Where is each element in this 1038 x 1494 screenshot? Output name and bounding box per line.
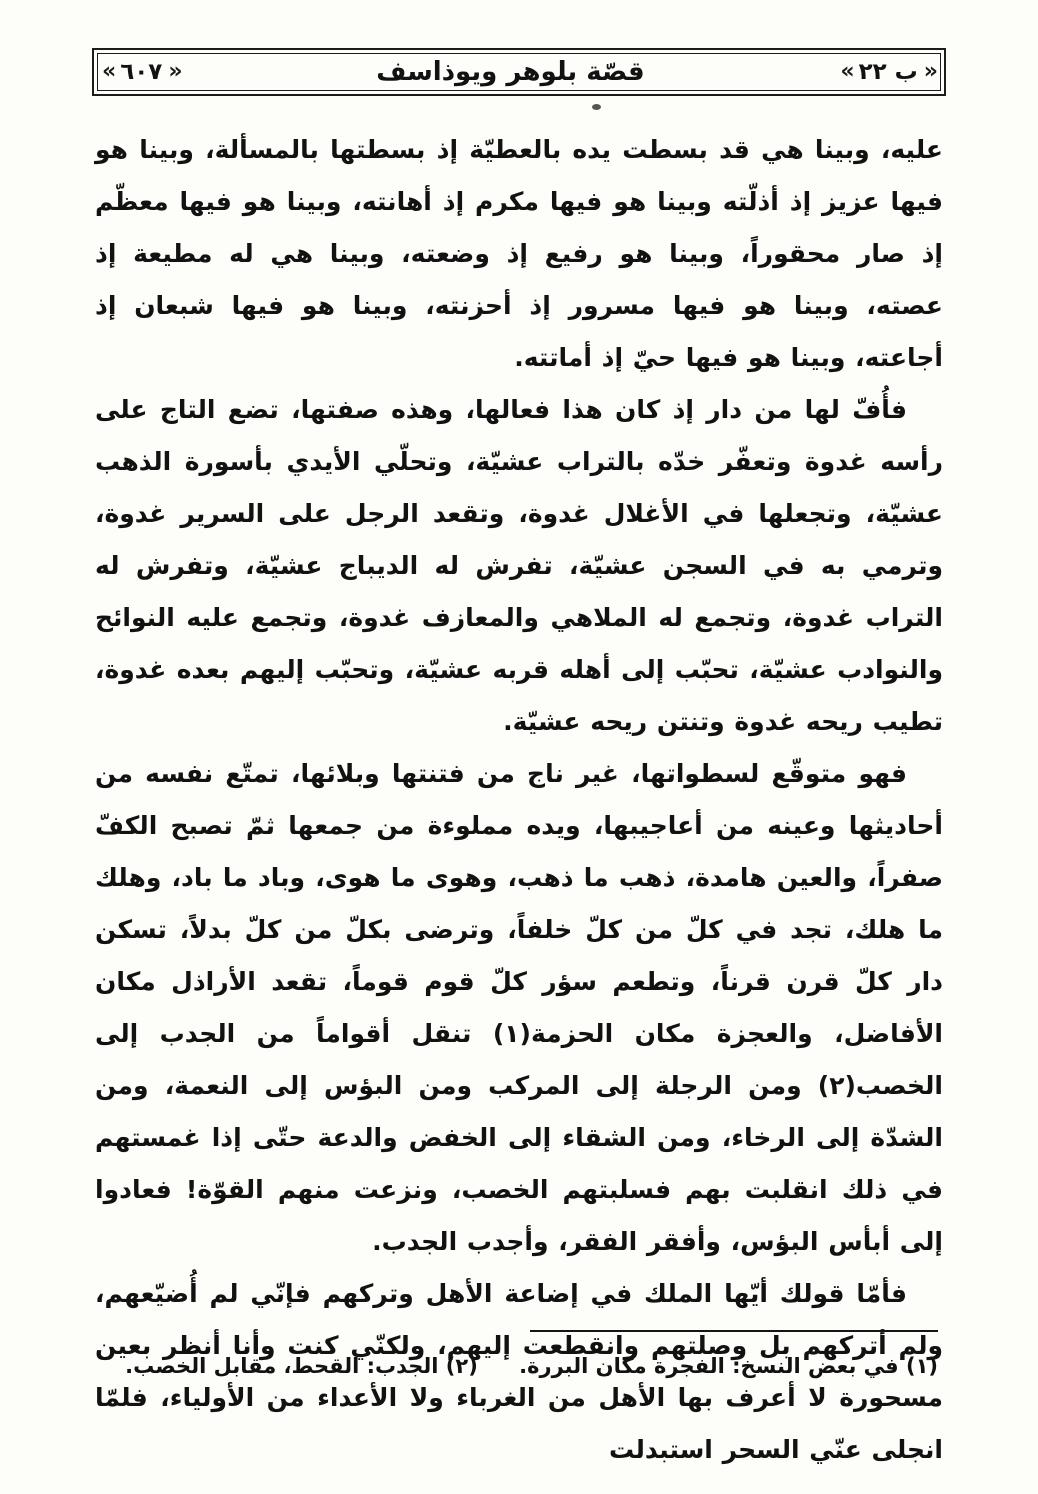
paragraph: فأُفّ لها من دار إذ كان هذا فعالها، وهذه صفتها، تضع التاج على رأسه غدوة وتعفّر خدّه بالتراب عشيّة، وتحلّي الأيدي بأسورة الذهب عشيّة، وتجعلها في الأغلال غدوة، وتقعد الرجل على السرير غدوة، وترمي به في السجن عشيّة، تفرش له الديباج عشيّة، وتفرش له التراب غدوة، وتجمع له الملاهي والمعازف غدوة، وتجمع عليه النوائح والنوادب عشيّة، تحبّب إلى أهله قربه عشيّة، وتحبّب إليهم بعده غدوة، تطيب ريحه غدوة وتنتن ريحه عشيّة.: [95, 395, 943, 736]
section-cell: [840, 59, 936, 85]
paragraph: فهو متوقّع لسطواتها، غير ناج من فتنتها وبلائها، تمتّع نفسه من أحاديثها وعينه من أعاجيبها، ويده مملوءة من جمعها ثمّ تصبح الكفّ صفراً، والعين هامدة، ذهب ما ذهب، وهوى ما هوى، وباد ما باد، وهلك ما هلك، تجد في كلّ من كلّ خلفاً، وترضى بكلّ من كلّ بدلاً، تسكن دار كلّ قرن قرناً، وتطعم سؤر كلّ قوم قوماً، تقعد الأراذل مكان الأفاضل، والعجزة مكان الحزمة(١) تنقل أقواماً من الجدب إلى الخصب(٢) ومن الرجلة إلى المركب ومن البؤس إلى النعمة، ومن الشدّة إلى الرخاء، ومن الشقاء إلى الخفض والدعة حتّى إذا غمستهم في ذلك انقلبت بهم فسلبتهم الخصب، ونزعت منهم القوّة! فعادوا إلى أبأس البؤس، وأفقر الفقر، وأجدب الجدب.: [95, 759, 944, 1256]
paragraph: فأمّا قولك أيّها الملك في إضاعة الأهل وتركهم فإنّي لم أُضيّعهم، ولم أتركهم بل وصلتهم وانقطعت إليهم، ولكنّي كنت وأنا أنظر بعين مسحورة لا أعرف بها الأهل من الغرباء ولا الأعداء من الأولياء، فلمّا انجلى عنّي السحر استبدلت: [95, 1279, 943, 1464]
page-header-inner: [97, 53, 941, 91]
title-cell: [376, 57, 644, 87]
section-marker: ب ٢٢: [858, 59, 918, 85]
page-number: ٦٠٧: [120, 59, 163, 85]
footnote: (٢) الجدب: القحط، مقابل الخصب.: [125, 1354, 478, 1378]
paragraph: عليه، وبينا هي قد بسطت يده بالعطيّة إذ بسطتها بالمسألة، وبينا هو فيها عزيز إذ أذلّته وبينا هو فيها مكرم إذ أهانته، وبينا هو فيها معظّم إذ صار محقوراً، وبينا هو رفيع إذ وضعته، وبينا هي له مطيعة إذ عصته، وبينا هو فيها مسرور إذ أحزنته، وبينا هو فيها شبعان إذ أجاعته، وبينا هو فيها حيّ إذ أماتته.: [95, 135, 943, 372]
ornament-icon: »: [923, 59, 936, 84]
page-number-cell: [102, 59, 181, 85]
footnote-separator: [530, 1330, 938, 1332]
page-body: [95, 124, 943, 1476]
footnote: (١) في بعض النسخ: الفجرة مكان البررة.: [519, 1354, 938, 1378]
page-header: [92, 48, 946, 96]
footnotes: [95, 1346, 938, 1386]
scan-ink-speck: [592, 104, 601, 110]
book-title: قصّة بلوهر ويوذاسف: [376, 57, 645, 87]
ornament-icon: «: [840, 59, 853, 84]
ornament-icon: »: [168, 59, 181, 84]
ornament-icon: «: [102, 59, 115, 84]
